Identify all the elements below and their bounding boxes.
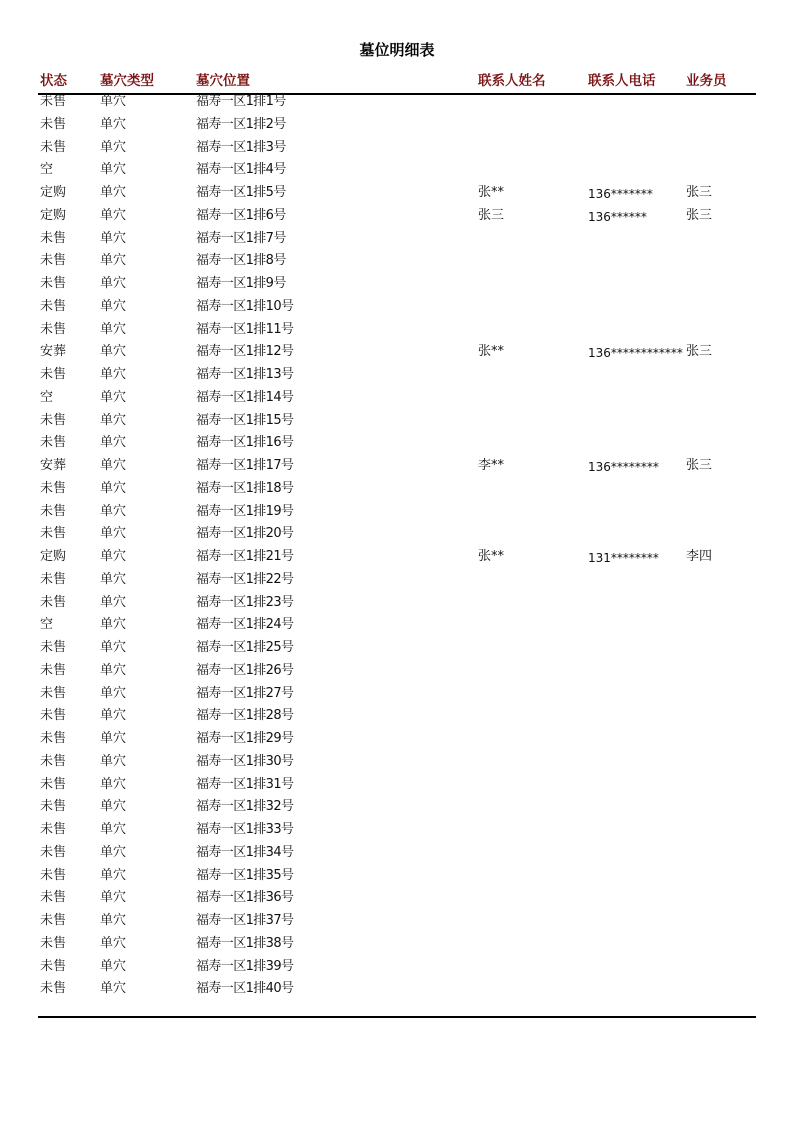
cell-status: 未售 bbox=[40, 139, 67, 155]
table-body bbox=[38, 93, 756, 1003]
cell-position: 福寿一区1排11号 bbox=[196, 321, 294, 337]
table-row bbox=[38, 525, 756, 548]
cell-contact-name: 张** bbox=[478, 549, 505, 564]
cell-type: 单穴 bbox=[100, 207, 127, 223]
table-row bbox=[38, 776, 756, 799]
cell-status: 安葬 bbox=[40, 458, 67, 473]
cell-type: 单穴 bbox=[100, 617, 127, 633]
cell-position: 福寿一区1排32号 bbox=[196, 799, 294, 815]
cell-position: 福寿一区1排22号 bbox=[196, 571, 294, 587]
cell-position: 福寿一区1排7号 bbox=[196, 230, 286, 246]
table-row bbox=[38, 662, 756, 685]
cell-type: 单穴 bbox=[100, 321, 127, 337]
cell-type: 单穴 bbox=[100, 139, 127, 155]
cell-status: 未售 bbox=[40, 367, 67, 382]
cell-status: 未售 bbox=[40, 685, 67, 701]
cell-type: 单穴 bbox=[100, 708, 127, 724]
table-row bbox=[38, 548, 756, 571]
table-row bbox=[38, 161, 756, 184]
table-row bbox=[38, 275, 756, 298]
cell-position: 福寿一区1排40号 bbox=[196, 981, 294, 997]
table-row bbox=[38, 139, 756, 162]
cell-status: 未售 bbox=[40, 298, 67, 314]
cell-status: 未售 bbox=[40, 571, 67, 587]
cell-position: 福寿一区1排23号 bbox=[196, 594, 294, 610]
header-status: 状态 bbox=[40, 73, 67, 89]
cell-type: 单穴 bbox=[100, 640, 127, 655]
cell-status: 未售 bbox=[40, 958, 67, 974]
cell-contact-phone: 136******** bbox=[588, 460, 659, 474]
cell-type: 单穴 bbox=[100, 822, 127, 837]
cell-position: 福寿一区1排9号 bbox=[196, 276, 286, 291]
table-row bbox=[38, 935, 756, 958]
cell-status: 未售 bbox=[40, 253, 67, 269]
cell-agent: 李四 bbox=[686, 549, 713, 564]
cell-position: 福寿一区1排25号 bbox=[196, 640, 294, 655]
table-row bbox=[38, 412, 756, 435]
table-row bbox=[38, 252, 756, 275]
cell-position: 福寿一区1排13号 bbox=[196, 367, 294, 382]
cell-type: 单穴 bbox=[100, 935, 127, 951]
cell-position: 福寿一区1排29号 bbox=[196, 731, 294, 746]
cell-type: 单穴 bbox=[100, 253, 127, 269]
table-row bbox=[38, 480, 756, 503]
table-row bbox=[38, 821, 756, 844]
table-bottom-border bbox=[38, 1016, 756, 1018]
cell-contact-name: 李** bbox=[478, 458, 505, 473]
table-row bbox=[38, 594, 756, 617]
cell-contact-name: 张** bbox=[478, 185, 505, 200]
cell-status: 安葬 bbox=[40, 344, 67, 360]
cell-type: 单穴 bbox=[100, 230, 127, 246]
cell-type: 单穴 bbox=[100, 913, 127, 928]
cell-position: 福寿一区1排31号 bbox=[196, 776, 294, 792]
cell-status: 未售 bbox=[40, 799, 67, 815]
cell-agent: 张三 bbox=[686, 344, 713, 360]
table-row bbox=[38, 230, 756, 253]
cell-position: 福寿一区1排6号 bbox=[196, 207, 286, 223]
cell-type: 单穴 bbox=[100, 594, 127, 610]
header-contact-phone: 联系人电话 bbox=[588, 73, 656, 89]
cell-type: 单穴 bbox=[100, 867, 127, 883]
cell-type: 单穴 bbox=[100, 94, 127, 109]
cell-status: 未售 bbox=[40, 321, 67, 337]
table-row bbox=[38, 366, 756, 389]
table-row bbox=[38, 389, 756, 412]
table-header bbox=[38, 71, 756, 91]
table-row bbox=[38, 207, 756, 230]
cell-position: 福寿一区1排37号 bbox=[196, 913, 294, 928]
cell-position: 福寿一区1排20号 bbox=[196, 526, 294, 542]
cell-status: 未售 bbox=[40, 640, 67, 655]
cell-status: 未售 bbox=[40, 844, 67, 860]
cell-status: 未售 bbox=[40, 708, 67, 724]
table-row bbox=[38, 958, 756, 981]
table-row bbox=[38, 889, 756, 912]
cell-position: 福寿一区1排17号 bbox=[196, 458, 294, 473]
cell-status: 定购 bbox=[40, 185, 67, 200]
cell-position: 福寿一区1排10号 bbox=[196, 298, 294, 314]
cell-contact-name: 张三 bbox=[478, 207, 505, 223]
cell-type: 单穴 bbox=[100, 435, 127, 451]
table-row bbox=[38, 457, 756, 480]
cell-position: 福寿一区1排2号 bbox=[196, 116, 286, 132]
cell-type: 单穴 bbox=[100, 298, 127, 314]
cell-status: 空 bbox=[40, 162, 54, 178]
cell-contact-phone: 136****** bbox=[588, 209, 647, 224]
header-agent: 业务员 bbox=[686, 73, 727, 89]
cell-status: 空 bbox=[40, 617, 54, 633]
cell-type: 单穴 bbox=[100, 890, 127, 906]
cell-type: 单穴 bbox=[100, 799, 127, 815]
cell-status: 定购 bbox=[40, 207, 67, 223]
cell-position: 福寿一区1排16号 bbox=[196, 435, 294, 451]
table-row bbox=[38, 434, 756, 457]
cell-status: 未售 bbox=[40, 116, 67, 132]
cell-type: 单穴 bbox=[100, 276, 127, 291]
cell-contact-phone: 131******** bbox=[588, 551, 659, 565]
table-row bbox=[38, 980, 756, 1003]
table-row bbox=[38, 639, 756, 662]
cell-status: 未售 bbox=[40, 594, 67, 610]
cell-type: 单穴 bbox=[100, 844, 127, 860]
cell-type: 单穴 bbox=[100, 571, 127, 587]
cell-type: 单穴 bbox=[100, 480, 127, 496]
cell-type: 单穴 bbox=[100, 526, 127, 542]
cell-status: 未售 bbox=[40, 913, 67, 928]
cell-status: 未售 bbox=[40, 480, 67, 496]
table-row bbox=[38, 730, 756, 753]
cell-contact-phone: 136******* bbox=[588, 187, 653, 201]
cell-position: 福寿一区1排36号 bbox=[196, 890, 294, 906]
cell-position: 福寿一区1排5号 bbox=[196, 185, 286, 200]
cell-type: 单穴 bbox=[100, 753, 127, 769]
cell-status: 未售 bbox=[40, 822, 67, 837]
cell-status: 未售 bbox=[40, 662, 67, 678]
table-row bbox=[38, 184, 756, 207]
table-row bbox=[38, 298, 756, 321]
cell-status: 未售 bbox=[40, 935, 67, 951]
cell-position: 福寿一区1排34号 bbox=[196, 844, 294, 860]
cell-contact-name: 张** bbox=[478, 344, 505, 360]
cell-agent: 张三 bbox=[686, 185, 713, 200]
cell-status: 未售 bbox=[40, 503, 67, 519]
table-row bbox=[38, 685, 756, 708]
cell-type: 单穴 bbox=[100, 389, 127, 405]
cell-status: 定购 bbox=[40, 549, 67, 564]
cell-status: 未售 bbox=[40, 731, 67, 746]
header-position: 墓穴位置 bbox=[196, 73, 250, 89]
cell-status: 未售 bbox=[40, 867, 67, 883]
cell-type: 单穴 bbox=[100, 549, 127, 564]
cell-position: 福寿一区1排15号 bbox=[196, 412, 294, 428]
table-row bbox=[38, 844, 756, 867]
table-row bbox=[38, 503, 756, 526]
table-row bbox=[38, 116, 756, 139]
cell-position: 福寿一区1排14号 bbox=[196, 389, 294, 405]
cell-position: 福寿一区1排38号 bbox=[196, 935, 294, 951]
cell-agent: 张三 bbox=[686, 458, 713, 473]
table-row bbox=[38, 571, 756, 594]
table-row bbox=[38, 867, 756, 890]
cell-status: 未售 bbox=[40, 526, 67, 542]
cell-status: 未售 bbox=[40, 753, 67, 769]
table-row bbox=[38, 321, 756, 344]
table-row bbox=[38, 616, 756, 639]
table-row bbox=[38, 798, 756, 821]
cell-position: 福寿一区1排18号 bbox=[196, 480, 294, 496]
cell-type: 单穴 bbox=[100, 367, 127, 382]
cell-agent: 张三 bbox=[686, 207, 713, 223]
table-row bbox=[38, 93, 756, 116]
cell-position: 福寿一区1排33号 bbox=[196, 822, 294, 837]
cell-status: 未售 bbox=[40, 94, 67, 109]
cell-type: 单穴 bbox=[100, 503, 127, 519]
page-title: 墓位明细表 bbox=[359, 41, 435, 59]
table-row bbox=[38, 753, 756, 776]
cell-position: 福寿一区1排8号 bbox=[196, 253, 286, 269]
cell-position: 福寿一区1排19号 bbox=[196, 503, 294, 519]
cell-status: 未售 bbox=[40, 412, 67, 428]
cell-type: 单穴 bbox=[100, 731, 127, 746]
cell-position: 福寿一区1排21号 bbox=[196, 549, 294, 564]
cell-type: 单穴 bbox=[100, 458, 127, 473]
cell-position: 福寿一区1排3号 bbox=[196, 139, 286, 155]
cell-position: 福寿一区1排24号 bbox=[196, 617, 294, 633]
cell-position: 福寿一区1排26号 bbox=[196, 662, 294, 678]
cell-position: 福寿一区1排28号 bbox=[196, 708, 294, 724]
cell-position: 福寿一区1排35号 bbox=[196, 867, 294, 883]
cell-type: 单穴 bbox=[100, 185, 127, 200]
cell-status: 未售 bbox=[40, 276, 67, 291]
cell-type: 单穴 bbox=[100, 685, 127, 701]
cell-status: 未售 bbox=[40, 776, 67, 792]
cell-type: 单穴 bbox=[100, 344, 127, 360]
table-row bbox=[38, 707, 756, 730]
cell-status: 空 bbox=[40, 389, 54, 405]
cell-type: 单穴 bbox=[100, 412, 127, 428]
table-row bbox=[38, 343, 756, 366]
cell-type: 单穴 bbox=[100, 162, 127, 178]
cell-status: 未售 bbox=[40, 981, 67, 997]
header-type: 墓穴类型 bbox=[100, 73, 154, 89]
cell-position: 福寿一区1排30号 bbox=[196, 753, 294, 769]
cell-position: 福寿一区1排1号 bbox=[196, 94, 286, 109]
cell-position: 福寿一区1排12号 bbox=[196, 344, 294, 360]
table-row bbox=[38, 912, 756, 935]
cell-type: 单穴 bbox=[100, 662, 127, 678]
cell-status: 未售 bbox=[40, 230, 67, 246]
cell-type: 单穴 bbox=[100, 116, 127, 132]
cell-type: 单穴 bbox=[100, 981, 127, 997]
header-contact-name: 联系人姓名 bbox=[478, 73, 546, 89]
cell-position: 福寿一区1排39号 bbox=[196, 958, 294, 974]
cell-position: 福寿一区1排27号 bbox=[196, 685, 294, 701]
cell-type: 单穴 bbox=[100, 776, 127, 792]
cell-type: 单穴 bbox=[100, 958, 127, 974]
cell-status: 未售 bbox=[40, 435, 67, 451]
cell-status: 未售 bbox=[40, 890, 67, 906]
cell-contact-phone: 136************ bbox=[588, 346, 683, 361]
cell-position: 福寿一区1排4号 bbox=[196, 162, 286, 178]
